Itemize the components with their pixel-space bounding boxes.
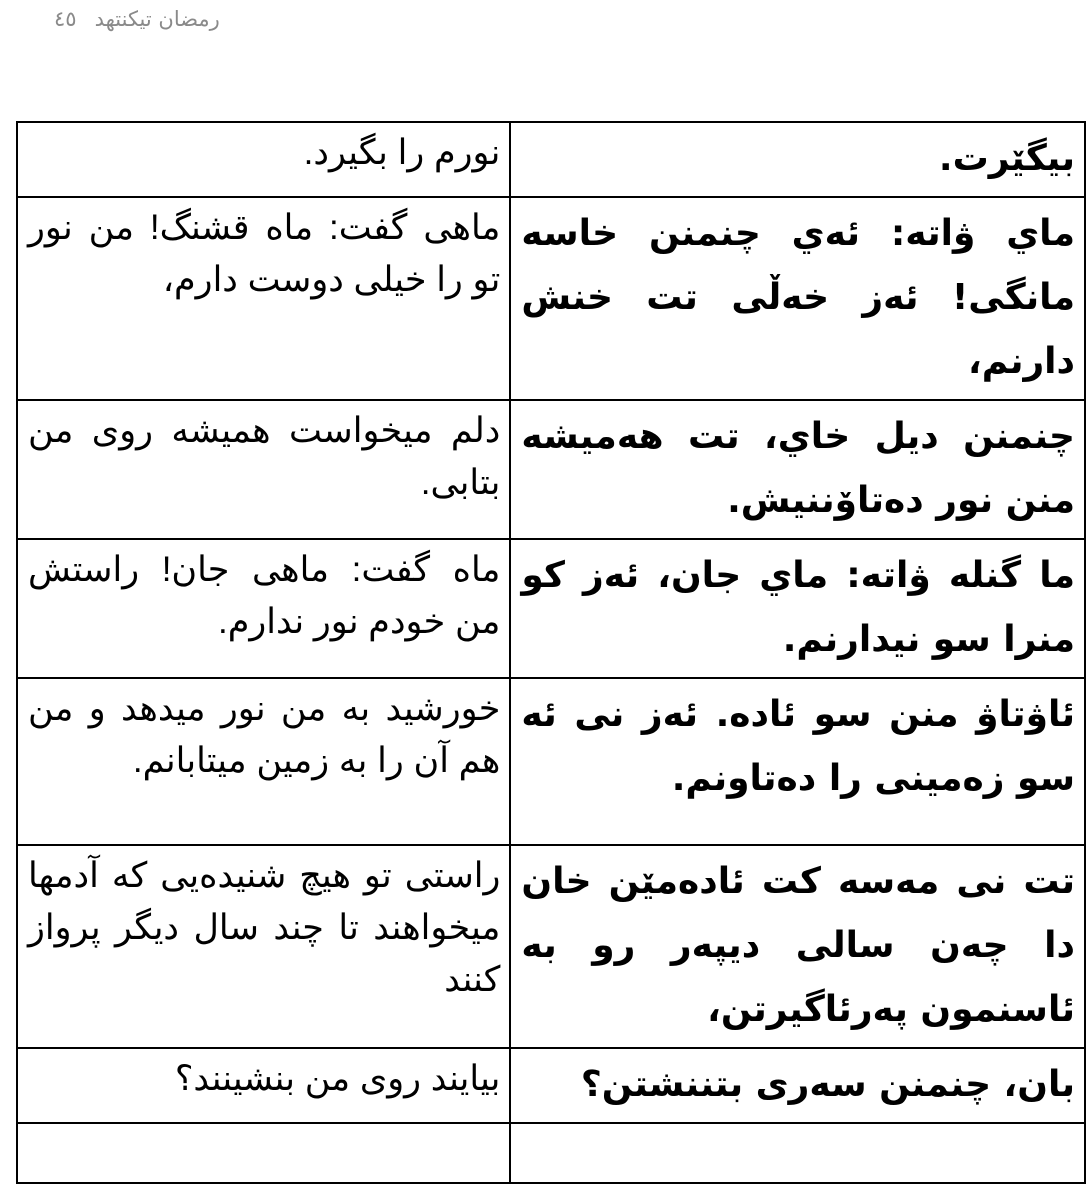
kurdish-cell: ماي ۋاته: ئەي چنمنن خاسه مانگی! ئەز خەڵی تت خنش دارنم، xyxy=(510,197,1085,400)
kurdish-cell: بان، چنمنن سەری بتننشتن؟ xyxy=(510,1048,1085,1123)
kurdish-cell: ئاۋتاۋ منن سو ئاده. ئەز نی ئه سو زەمینی را دەتاونم. xyxy=(510,678,1085,845)
persian-cell: راستی تو هیچ شنیدەیی که آدمها میخواهند تا چند سال دیگر پرواز کنند xyxy=(17,845,510,1048)
kurdish-cell: بیگێرت. xyxy=(510,122,1085,197)
table-row xyxy=(17,122,1085,197)
persian-cell xyxy=(17,1123,510,1183)
persian-cell: بیایند روی من بنشینند؟ xyxy=(17,1048,510,1123)
kurdish-cell: ما گنله ۋاته: ماي جان، ئەز کو منرا سو نیدارنم. xyxy=(510,539,1085,678)
persian-cell: نورم را بگیرد. xyxy=(17,122,510,197)
header-title: رمضان تیکنتهد xyxy=(94,7,220,31)
persian-cell: ماهی گفت: ماه قشنگ! من نور تو را خیلی دوست دارم، xyxy=(17,197,510,400)
table-row xyxy=(17,400,1085,539)
persian-cell: ماه گفت: ماهی جان! راستش من خودم نور ندارم. xyxy=(17,539,510,678)
table-row xyxy=(17,1048,1085,1123)
page-number: ٤٥ xyxy=(54,7,77,31)
table-row xyxy=(17,1123,1085,1183)
page-header xyxy=(54,4,220,34)
kurdish-cell xyxy=(510,1123,1085,1183)
kurdish-cell: چنمنن دیل خاي، تت هەمیشه منن نور دەتاۆننیش. xyxy=(510,400,1085,539)
table-row xyxy=(17,539,1085,678)
bilingual-table xyxy=(16,121,1086,1184)
table-row xyxy=(17,197,1085,400)
persian-cell: خورشید به من نور میدهد و من هم آن را به زمین میتابانم. xyxy=(17,678,510,845)
persian-cell: دلم میخواست همیشه روی من بتابی. xyxy=(17,400,510,539)
table-row xyxy=(17,678,1085,845)
table-row xyxy=(17,845,1085,1048)
kurdish-cell: تت نی مەسه کت ئادەمێن خان دا چەن سالی دیپەر رو به ئاسنمون پەرئاگیرتن، xyxy=(510,845,1085,1048)
